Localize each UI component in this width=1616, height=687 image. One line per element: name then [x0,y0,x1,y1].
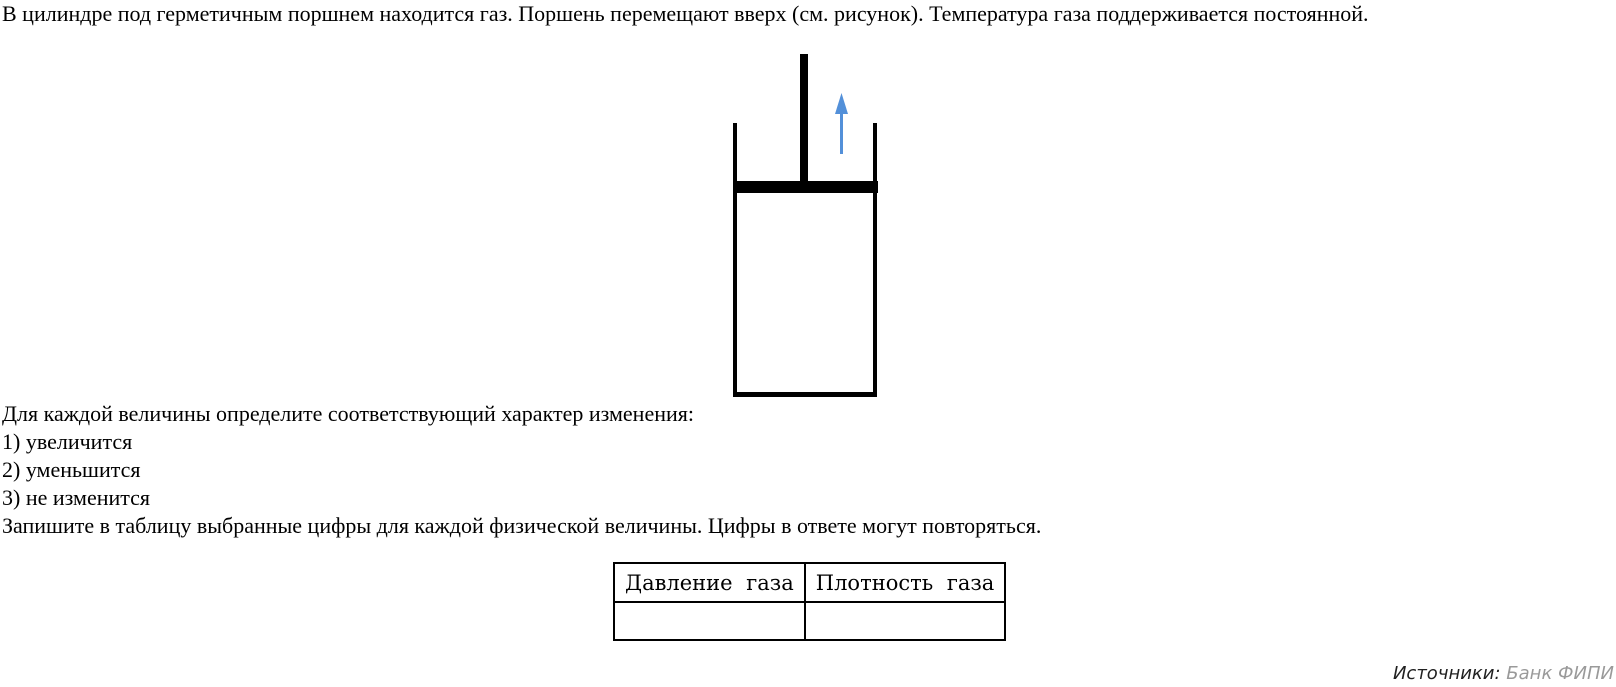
answer-cell-gas-pressure[interactable] [614,602,805,640]
column-header-gas-pressure: Давление газа [614,563,805,602]
piston-rod [800,54,808,182]
option-increase: 1) увеличится [2,429,133,454]
piston [734,181,878,193]
sources-link[interactable]: Банк ФИПИ [1506,663,1614,684]
option-unchanged: 3) не изменится [2,485,151,510]
change-prompt: Для каждой величины определите соответствующий характер изменения: [2,401,695,426]
column-header-gas-density: Плотность газа [805,563,1006,602]
option-decrease: 2) уменьшится [2,457,141,482]
question-block [2,400,1041,540]
cylinder-bottom [733,392,877,397]
answer-cell-gas-density[interactable] [805,602,1006,640]
diagram-canvas [700,50,900,400]
sources-line [1393,663,1614,685]
cylinder-left-wall [733,123,737,393]
sources-label: Источники: [1392,663,1501,684]
cylinder-piston-diagram [700,50,900,400]
table-answer-row [614,602,1005,640]
answer-table [613,562,1006,641]
problem-statement: В цилиндре под герметичным поршнем находится газ. Поршень перемещают вверх (см. рисунок). Температура газа поддерживается постоянной. [2,1,1369,26]
answer-instruction: Запишите в таблицу выбранные цифры для каждой физической величины. Цифры в ответе могут повторяться. [2,513,1042,538]
table-header-row [614,563,1005,602]
up-arrow-icon [835,93,848,154]
cylinder-right-wall [873,123,877,393]
